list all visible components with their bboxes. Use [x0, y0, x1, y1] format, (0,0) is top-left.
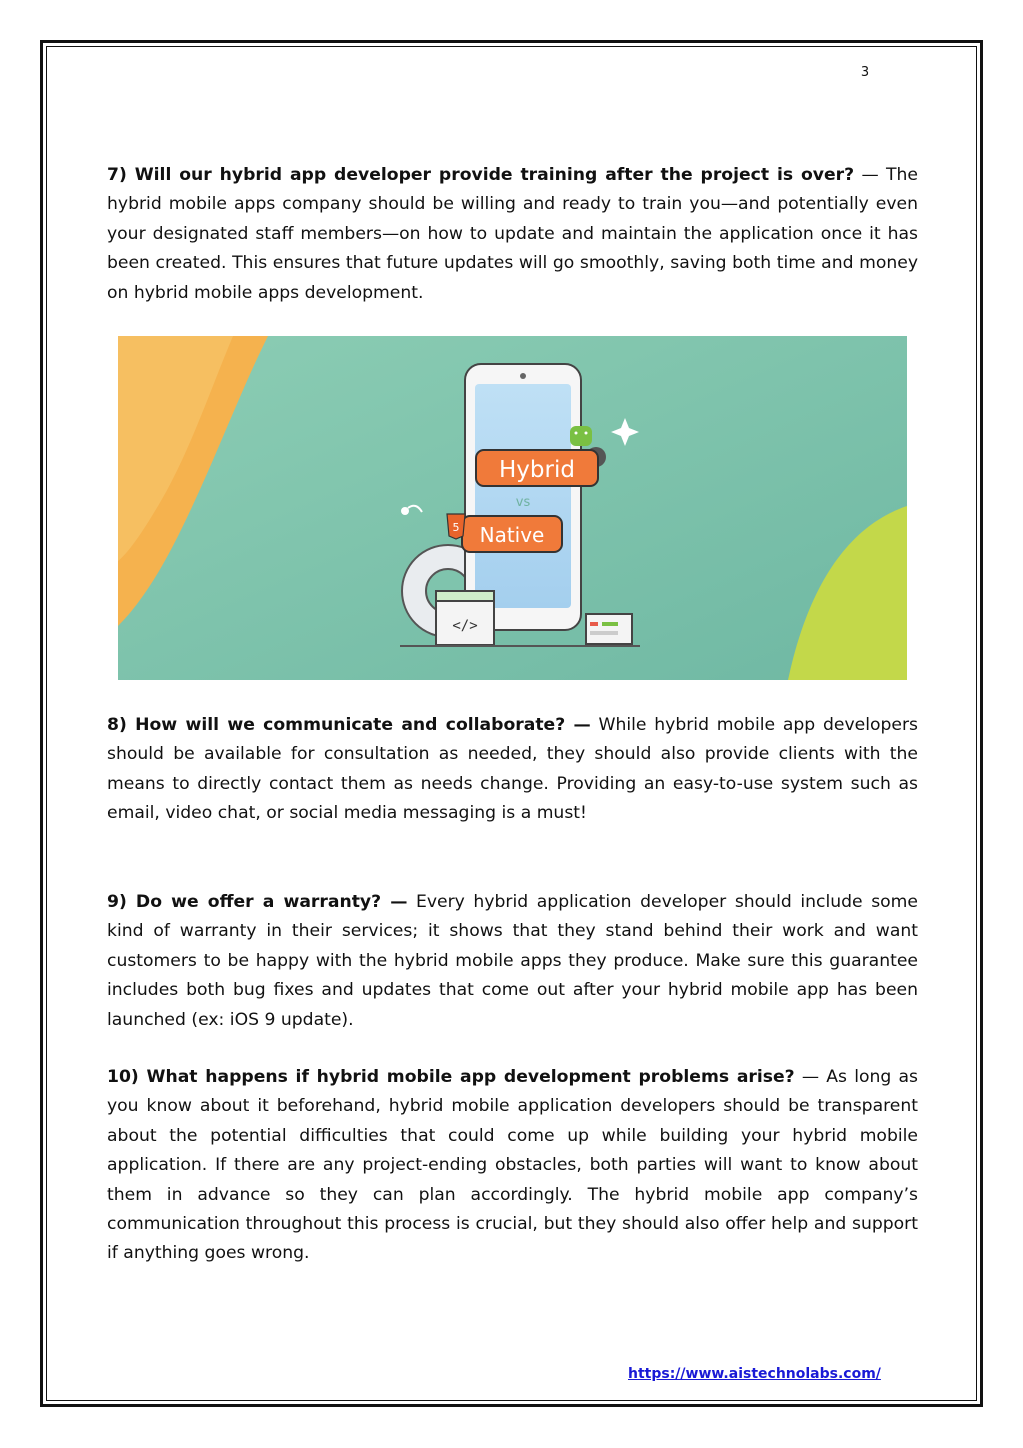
question-8-paragraph: [107, 711, 918, 829]
svg-text:Hybrid: Hybrid: [499, 457, 575, 483]
html5-icon: [447, 514, 465, 539]
question-8-heading: 8) How will we communicate and collaborate? —: [107, 715, 591, 735]
svg-text:</>: </>: [452, 618, 478, 634]
sparkle-icon: [401, 507, 409, 515]
question-7-heading: 7) Will our hybrid app developer provide training after the project is over?: [107, 165, 855, 185]
question-10-dash: —: [794, 1067, 827, 1087]
vs-label: vs: [515, 495, 531, 510]
small-ui-panel: [586, 614, 632, 644]
question-7-dash: —: [854, 165, 887, 185]
question-10-paragraph: [107, 1063, 918, 1269]
page-number: 3: [860, 65, 870, 80]
question-7-answer: The hybrid mobile apps company should be willing and ready to train you—and potentially even your designated staff members—on how to update and maintain the application once it has been created. This ensures that future updates will go smoothly, saving both time and money on hybrid mobile apps development.: [107, 165, 918, 303]
question-9-answer: Every hybrid application developer should include some kind of warranty in their services; it shows that they stand behind their work and want customers to be happy with the hybrid mobile apps they produce. Make sure this guarantee includes both bug fixes and updates that come out after your hybrid mobile app has been launched (ex: iOS 9 update).: [107, 892, 918, 1030]
question-10-heading: 10) What happens if hybrid mobile app development problems arise?: [107, 1067, 795, 1087]
hybrid-label: [476, 450, 598, 486]
svg-text:Native: Native: [479, 523, 545, 547]
hybrid-vs-native-illustration: [118, 336, 907, 680]
question-7-paragraph: [107, 161, 918, 308]
question-9-heading: 9) Do we offer a warranty? —: [107, 892, 408, 912]
question-9-dash: [407, 892, 416, 912]
question-9-paragraph: [107, 888, 918, 1035]
native-label: [462, 516, 562, 552]
footer-website-link[interactable]: https://www.aistechnolabs.com/: [628, 1366, 881, 1382]
svg-text:5: 5: [452, 521, 460, 534]
android-icon: [570, 426, 592, 446]
code-window: [436, 591, 494, 645]
question-8-answer: While hybrid mobile app developers should be available for consultation as needed, they should also provide clients with the means to directly contact them as needs change. Providing an easy-to-use system such as email, video chat, or social media messaging is a must!: [107, 715, 919, 824]
question-10-answer: As long as you know about it beforehand, hybrid mobile application developers should be transparent about the potential difficulties that could come up while building your hybrid mobile application. If there are any project-ending obstacles, both parties will want to know about them in advance so they can plan accordingly. The hybrid mobile app company’s communication throughout this process is crucial, but they should also offer help and support if anything goes wrong.: [107, 1067, 918, 1264]
